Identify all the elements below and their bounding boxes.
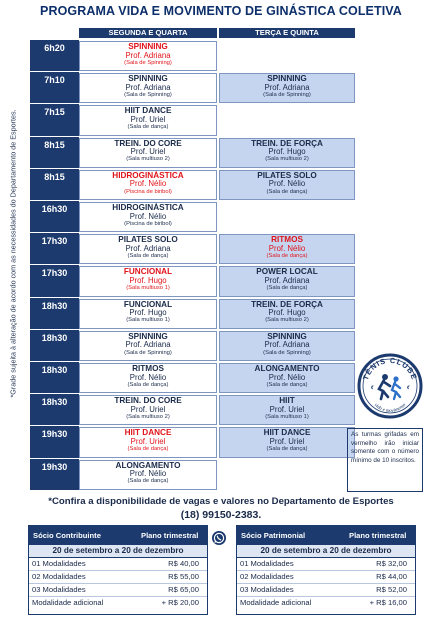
class-instructor: Prof. Adriana xyxy=(125,50,171,60)
time-slot: 8h15 xyxy=(30,169,79,201)
class-instructor: Prof. Adriana xyxy=(125,243,171,253)
class-instructor: Prof. Nélio xyxy=(129,469,167,479)
class-cell xyxy=(219,363,355,393)
class-room: (Sala de Spinning) xyxy=(124,59,172,66)
red-classes-note: As turmas grifadas em vermelho irão iniciar somente com o número mínimo de 10 inscritos. xyxy=(347,428,423,492)
class-cell xyxy=(79,138,217,168)
class-room: (Sala multiuso 2) xyxy=(265,156,309,163)
time-slot: 18h30 xyxy=(30,330,79,362)
class-name: PILATES SOLO xyxy=(257,170,317,180)
class-room: (Sala multiuso 1) xyxy=(126,317,170,324)
class-cell xyxy=(79,41,217,71)
pricing-period: 20 de setembro a 20 de dezembro xyxy=(237,545,415,558)
class-room: (Sala multiuso 2) xyxy=(126,156,170,163)
header-mon-wed: SEGUNDA E QUARTA xyxy=(79,28,217,38)
pricing-member: Sócio Patrimonial xyxy=(241,531,306,540)
class-instructor: Prof. Hugo xyxy=(129,308,167,318)
class-instructor: Prof. Adriana xyxy=(264,276,310,285)
pricing-row: Modalidade adicional + R$ 16,00 xyxy=(240,598,407,607)
class-name: SPINNING xyxy=(267,331,307,341)
time-slot: 18h30 xyxy=(30,298,79,330)
class-cell xyxy=(79,460,217,490)
class-name: POWER LOCAL xyxy=(256,267,318,277)
time-slot: 8h15 xyxy=(30,137,79,169)
class-instructor: Prof. Nélio xyxy=(129,372,167,382)
time-slot: 7h10 xyxy=(30,72,79,104)
pricing-plan: Plano trimestral xyxy=(141,531,199,540)
class-instructor: Prof. Hugo xyxy=(268,308,306,318)
pricing-row: 03 Modalidades R$ 65,00 xyxy=(29,584,207,597)
class-instructor: Prof. Uriel xyxy=(269,437,305,446)
time-slot: 17h30 xyxy=(30,233,79,265)
class-name: SPINNING xyxy=(128,42,168,51)
class-room: (Sala multiuso 1) xyxy=(126,285,170,292)
schedule-grid xyxy=(30,28,355,573)
class-name: HIDROGINÁSTICA xyxy=(112,203,184,212)
class-cell xyxy=(79,73,217,103)
pricing-contribuinte xyxy=(28,525,208,615)
whatsapp-icon xyxy=(211,530,227,546)
time-slot: 19h30 xyxy=(30,459,79,491)
empty-cell xyxy=(219,105,355,135)
class-name: TREIN. DE FORÇA xyxy=(251,138,323,148)
pricing-row: 01 Modalidades R$ 32,00 xyxy=(237,558,415,571)
class-name: HIIT DANCE xyxy=(124,428,172,438)
class-name: TREIN. DO CORE xyxy=(114,138,182,148)
class-room: (Sala de dança) xyxy=(266,381,308,388)
class-cell xyxy=(219,331,355,361)
class-room: (Sala de Spinning) xyxy=(263,349,311,356)
pricing-row: 02 Modalidades R$ 44,00 xyxy=(237,571,415,584)
class-room: (Sala de dança) xyxy=(266,188,308,195)
class-cell xyxy=(219,299,355,329)
class-room: (Sala de dança) xyxy=(127,381,169,388)
class-room: (Sala de dança) xyxy=(127,252,169,259)
class-cell xyxy=(79,363,217,393)
class-instructor: Prof. Adriana xyxy=(264,82,310,92)
pricing-period: 20 de setembro a 20 de dezembro xyxy=(29,545,207,558)
class-name: ALONGAMENTO xyxy=(115,460,181,470)
time-slot: 18h30 xyxy=(30,362,79,394)
class-room: (Sala de dança) xyxy=(266,285,308,292)
side-disclaimer: *Grade sujeita à alteração de acordo com as necessidades do Departamento de Esportes. xyxy=(8,109,18,398)
class-cell xyxy=(219,138,355,168)
pricing-row: Modalidade adicional + R$ 20,00 xyxy=(32,598,199,607)
class-cell xyxy=(219,266,355,296)
class-instructor: Prof. Adriana xyxy=(125,340,171,350)
class-cell xyxy=(219,170,355,200)
empty-cell xyxy=(219,202,355,232)
club-logo xyxy=(357,353,423,419)
logo-bottom-text: vida e movimento xyxy=(372,402,408,415)
class-room: (Piscina de biribol) xyxy=(124,220,172,227)
class-instructor: Prof. Uriel xyxy=(130,437,166,446)
class-instructor: Prof. Uriel xyxy=(269,404,305,414)
class-cell xyxy=(79,105,217,135)
class-room: (Sala de dança) xyxy=(266,252,308,259)
class-cell xyxy=(79,299,217,329)
class-cell xyxy=(219,73,355,103)
class-cell xyxy=(79,266,217,296)
class-cell xyxy=(219,395,355,425)
class-room: (Sala de dança) xyxy=(127,478,169,485)
class-room: (Sala de Spinning) xyxy=(124,91,172,98)
class-room: (Piscina de biribol) xyxy=(124,188,172,195)
class-room: (Sala multiuso 2) xyxy=(126,413,170,420)
class-cell xyxy=(79,234,217,264)
class-name: TREIN. DO CORE xyxy=(114,396,182,406)
class-instructor: Prof. Uriel xyxy=(130,147,166,157)
class-cell xyxy=(79,170,217,200)
class-instructor: Prof. Nélio xyxy=(129,211,167,221)
logo-top-text: TÊNIS CLUBE xyxy=(360,355,420,382)
class-cell xyxy=(79,331,217,361)
class-cell xyxy=(219,427,355,457)
class-instructor: Prof. Adriana xyxy=(125,82,171,92)
class-name: FUNCIONAL xyxy=(123,299,173,309)
header-tue-thu: TERÇA E QUINTA xyxy=(219,28,355,38)
class-instructor: Prof. Hugo xyxy=(129,276,167,285)
time-slot: 16h30 xyxy=(30,201,79,233)
class-cell xyxy=(79,395,217,425)
time-slot: 18h30 xyxy=(30,394,79,426)
time-slot: 7h15 xyxy=(30,104,79,136)
time-slot: 17h30 xyxy=(30,265,79,297)
class-name: FUNCIONAL xyxy=(123,267,173,277)
class-instructor: Prof. Nélio xyxy=(268,243,306,253)
class-instructor: Prof. Uriel xyxy=(130,404,166,414)
class-instructor: Prof. Uriel xyxy=(130,115,166,124)
class-name: ALONGAMENTO xyxy=(254,364,320,373)
class-cell xyxy=(79,202,217,232)
class-instructor: Prof. Nélio xyxy=(268,372,306,382)
class-name: HIIT xyxy=(279,396,295,406)
confirm-note: *Confira a disponibilidade de vagas e valores no Departamento de Esportes xyxy=(48,496,394,507)
class-room: (Sala de dança) xyxy=(127,446,169,453)
pricing-plan: Plano trimestral xyxy=(349,531,407,540)
class-cell xyxy=(219,234,355,264)
class-name: PILATES SOLO xyxy=(118,235,178,245)
class-name: SPINNING xyxy=(267,74,307,84)
class-instructor: Prof. Adriana xyxy=(264,340,310,350)
class-name: RITMOS xyxy=(271,235,303,245)
pricing-patrimonial xyxy=(236,525,416,615)
class-room: (Sala de Spinning) xyxy=(124,349,172,356)
class-room: (Sala multiuso 2) xyxy=(265,317,309,324)
class-room: (Sala de Spinning) xyxy=(263,91,311,98)
class-name: RITMOS xyxy=(132,364,164,373)
class-room: (Sala multiuso 1) xyxy=(265,413,309,420)
pricing-row: 01 Modalidades R$ 40,00 xyxy=(29,558,207,571)
empty-cell xyxy=(219,460,355,490)
class-cell xyxy=(79,427,217,457)
time-slot: 19h30 xyxy=(30,426,79,458)
class-instructor: Prof. Hugo xyxy=(268,147,306,157)
class-name: SPINNING xyxy=(128,331,168,341)
page-title: PROGRAMA VIDA E MOVIMENTO DE GINÁSTICA COLETIVA xyxy=(40,4,402,18)
class-room: (Sala de dança) xyxy=(266,446,308,453)
contact-phone: (18) 99150-2383. xyxy=(180,509,262,521)
class-name: HIDROGINÁSTICA xyxy=(112,170,184,180)
class-name: HIIT DANCE xyxy=(124,106,172,116)
class-name: TREIN. DE FORÇA xyxy=(251,299,323,309)
pricing-row: 02 Modalidades R$ 55,00 xyxy=(29,571,207,584)
pricing-row: 03 Modalidades R$ 52,00 xyxy=(237,584,415,597)
class-room: (Sala de dança) xyxy=(127,124,169,131)
time-slot: 6h20 xyxy=(30,40,79,72)
class-instructor: Prof. Nélio xyxy=(268,179,306,189)
class-name: SPINNING xyxy=(128,74,168,84)
class-instructor: Prof. Nélio xyxy=(129,179,167,189)
class-name: HIIT DANCE xyxy=(263,428,311,438)
empty-cell xyxy=(219,41,355,71)
pricing-member: Sócio Contribuinte xyxy=(33,531,101,540)
